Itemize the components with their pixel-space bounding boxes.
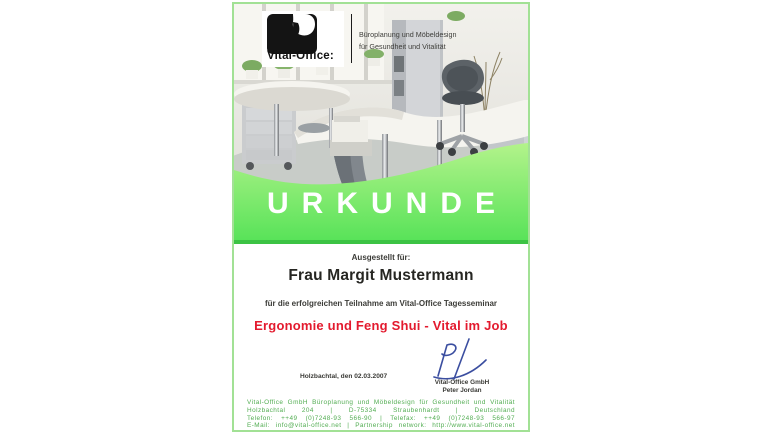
signature-icon	[422, 338, 500, 380]
tagline-line1: Büroplanung und Möbeldesign	[359, 30, 457, 39]
header-divider	[351, 14, 352, 63]
signer-name: Peter Jordan	[442, 386, 482, 394]
place-and-date: Holzbachtal, den 02.03.2007	[300, 373, 388, 380]
vital-office-logo-icon	[267, 14, 317, 54]
footer-line-3: Telefon: ++49 (0)7248-93 566-90 | Telefax: ++49 (0)7248-93 566-97	[247, 414, 515, 422]
signer-block	[412, 379, 512, 394]
band-bottom-edge	[234, 240, 528, 244]
certificate-title: URKUNDE	[267, 187, 508, 220]
certificate	[232, 2, 530, 432]
tagline-line2: für Gesundheit und Vitalität	[359, 42, 446, 51]
footer-address-block	[247, 399, 515, 430]
footer-line-2: Holzbachtal 204 | D-75334 Straubenhardt | Deutschland	[247, 406, 515, 414]
signer-company: Vital-Office GmbH	[434, 379, 490, 386]
footer-line-4: E-Mail: info@vital-office.net | Partnership network: http://www.vital-office.net	[247, 422, 515, 430]
brand-name: Vital-Office:	[267, 50, 334, 62]
seminar-title: Ergonomie und Feng Shui - Vital im Job	[254, 318, 508, 333]
printer	[330, 116, 372, 156]
recipient-name: Frau Margit Mustermann	[288, 267, 474, 284]
issued-for-label: Ausgestellt für:	[351, 253, 411, 262]
footer-line-1: Vital-Office GmbH Büroplanung und Möbeldesign für Gesundheit und Vitalität	[247, 399, 515, 406]
participation-text: für die erfolgreichen Teilnahme am Vital-Office Tagesseminar	[264, 299, 498, 308]
logo-card	[262, 11, 344, 67]
